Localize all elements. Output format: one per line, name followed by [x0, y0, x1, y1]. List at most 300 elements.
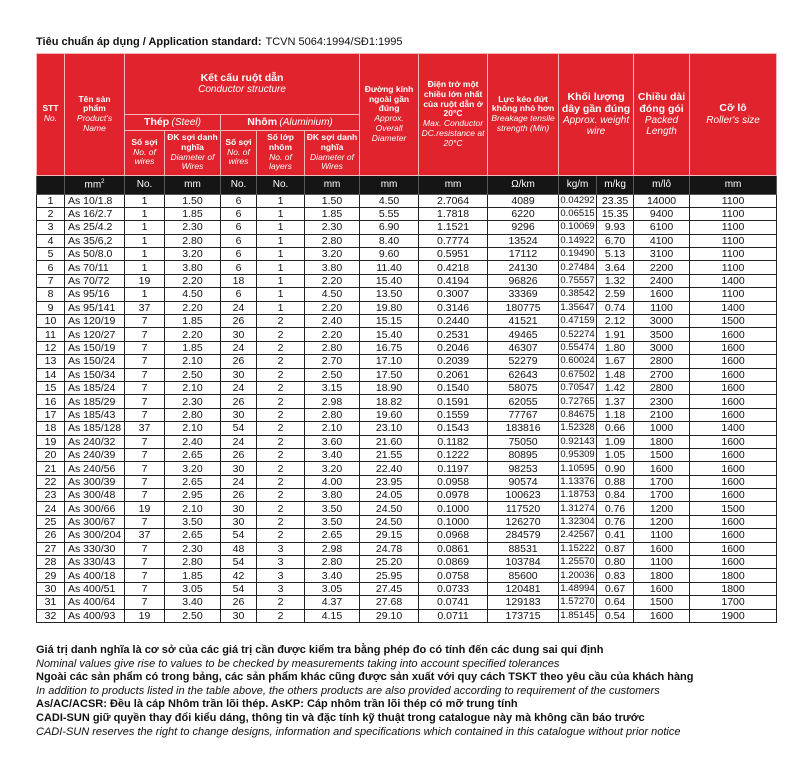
table-cell: 1.18753: [560, 489, 595, 501]
table-cell: 4.50: [305, 288, 360, 301]
table-cell: 2.80: [305, 556, 360, 569]
table-cell: 0.0758: [419, 569, 488, 582]
table-cell: 23: [37, 489, 65, 502]
table-cell: 0.75557: [560, 275, 595, 287]
table-cell: 6100: [634, 221, 690, 234]
table-cell: 1600: [690, 408, 777, 421]
table-cell: 24.05: [360, 489, 419, 502]
table-cell: 24: [221, 381, 257, 394]
table-cell: 0.7774: [419, 234, 488, 247]
table-row: [37, 288, 777, 301]
table-cell: 1.91: [597, 328, 634, 341]
table-cell: 2.95: [165, 489, 221, 502]
table-body: [37, 194, 777, 623]
table-cell: 8.40: [360, 234, 419, 247]
product-name-cell: As 25/4.2: [65, 221, 125, 234]
table-cell: 180775: [488, 301, 559, 314]
unit-cell: kg/m: [559, 175, 597, 194]
table-cell: 3100: [634, 248, 690, 261]
table-cell: 0.2531: [419, 328, 488, 341]
note-english: CADI-SUN reserves the right to change designs, information and specifications which contained in this catalogue without prior notice: [36, 725, 681, 738]
table-row: [37, 462, 777, 475]
table-cell: 3.50: [305, 515, 360, 528]
table-cell: 1100: [690, 221, 777, 234]
table-cell: 9.93: [597, 221, 634, 234]
table-cell: 1600: [690, 462, 777, 475]
table-cell: 0.88: [597, 475, 634, 488]
table-cell: 46307: [488, 341, 559, 354]
table-cell: 3.80: [165, 261, 221, 274]
table-cell: 2.80: [305, 234, 360, 247]
table-cell: 7: [125, 368, 165, 381]
table-cell: 4.50: [165, 288, 221, 301]
table-cell: 7: [125, 489, 165, 502]
table-cell: 2.20: [305, 328, 360, 341]
table-row: [37, 529, 777, 542]
product-name-cell: As 185/29: [65, 395, 125, 408]
table-cell: 4.15: [305, 609, 360, 622]
table-cell: 7: [37, 274, 65, 287]
table-cell: 54: [221, 529, 257, 542]
table-cell: 0.76: [597, 502, 634, 515]
table-cell: 126270: [488, 515, 559, 528]
table-cell: 2.80: [305, 408, 360, 421]
unit-cell: [37, 175, 65, 194]
header-aluminium: Nhôm (Aluminium): [221, 115, 360, 131]
table-cell: 1.85: [165, 207, 221, 220]
table-cell: 6: [221, 207, 257, 220]
table-cell: 1.85: [165, 569, 221, 582]
table-cell: 54: [221, 582, 257, 595]
table-cell: 2.98: [305, 395, 360, 408]
table-cell: 31: [37, 596, 65, 609]
table-row: [37, 556, 777, 569]
table-row: [37, 542, 777, 555]
header-overall-diameter: Đường kính ngoài gần đúng Approx. Overall Diameter: [360, 54, 419, 176]
table-cell: 1: [37, 194, 65, 207]
table-cell: 30: [221, 328, 257, 341]
note-vietnamese: Ngoài các sản phẩm có trong bảng, các sản phẩm khác cũng được sản xuất với quy cách TSKT theo yêu cầu của khách hàng: [36, 671, 694, 684]
table-cell: 3: [257, 569, 305, 582]
table-row: [37, 274, 777, 287]
table-cell: 52279: [488, 355, 559, 368]
table-cell: 0.2440: [419, 315, 488, 328]
table-cell: 1.50: [305, 194, 360, 207]
table-cell: 2.20: [305, 274, 360, 287]
table-cell: 2800: [634, 381, 690, 394]
table-cell: 3.20: [305, 248, 360, 261]
table-cell: 4.00: [305, 475, 360, 488]
table-cell: 1500: [690, 315, 777, 328]
header-dc-resistance: Điện trở một chiều lớn nhất của ruột dẫn ở 20°C Max. Conductor DC.resistance at 20°C: [419, 54, 488, 176]
table-cell: 2: [257, 489, 305, 502]
table-cell: 0.54: [597, 609, 634, 622]
table-cell: 0.1197: [419, 462, 488, 475]
table-cell: 3.40: [165, 596, 221, 609]
table-row: [37, 489, 777, 502]
table-cell: 2.42567: [560, 529, 595, 541]
table-cell: 21.60: [360, 435, 419, 448]
table-cell: 3.05: [305, 582, 360, 595]
table-cell: 2.10: [165, 381, 221, 394]
table-cell: 1600: [690, 515, 777, 528]
product-name-cell: As 330/43: [65, 556, 125, 569]
table-cell: 0.0711: [419, 609, 488, 622]
table-row: [37, 341, 777, 354]
unit-cell: mm: [165, 175, 221, 194]
table-cell: 183816: [488, 422, 559, 435]
table-cell: 30: [221, 515, 257, 528]
table-cell: 30: [221, 408, 257, 421]
table-cell: 1600: [634, 609, 690, 622]
table-cell: 6.70: [597, 234, 634, 247]
table-cell: 0.55474: [560, 341, 595, 353]
table-cell: 1: [125, 207, 165, 220]
table-cell: 1.09: [597, 435, 634, 448]
table-cell: 24: [221, 301, 257, 314]
table-row: [37, 315, 777, 328]
table-cell: 2: [257, 515, 305, 528]
table-cell: 2.10: [165, 422, 221, 435]
table-cell: 28: [37, 556, 65, 569]
table-cell: 7: [125, 569, 165, 582]
table-cell: 1.18: [597, 408, 634, 421]
table-cell: 4.50: [360, 194, 419, 207]
table-cell: 7: [125, 582, 165, 595]
table-cell: 2.20: [305, 301, 360, 314]
table-cell: 21.55: [360, 448, 419, 461]
table-cell: 0.38542: [560, 288, 595, 300]
table-cell: 6: [221, 234, 257, 247]
table-cell: 16.75: [360, 341, 419, 354]
table-cell: 3: [37, 221, 65, 234]
header-steel-wires: Số sợi No. of wires: [125, 130, 165, 175]
table-cell: 103784: [488, 556, 559, 569]
table-cell: 17: [37, 408, 65, 421]
table-row: [37, 596, 777, 609]
table-cell: 1: [257, 194, 305, 207]
table-cell: 2: [257, 355, 305, 368]
table-cell: 54: [221, 422, 257, 435]
table-cell: 26: [221, 489, 257, 502]
table-cell: 3000: [634, 315, 690, 328]
unit-cell: mm: [690, 175, 777, 194]
table-cell: 7: [125, 556, 165, 569]
product-name-cell: As 400/51: [65, 582, 125, 595]
table-cell: 2.30: [165, 542, 221, 555]
table-cell: 2.59: [597, 288, 634, 301]
table-cell: 15.15: [360, 315, 419, 328]
note-vietnamese: CADI-SUN giữ quyền thay đổi kiểu dáng, thông tin và đặc tính kỹ thuật trong catalogue này mà không cần báo trước: [36, 711, 645, 724]
unit-cell: No.: [257, 175, 305, 194]
table-cell: 2.50: [165, 609, 221, 622]
table-cell: 26: [221, 315, 257, 328]
table-row: [37, 395, 777, 408]
table-cell: 0.0733: [419, 582, 488, 595]
table-cell: 1500: [634, 596, 690, 609]
table-cell: 19.80: [360, 301, 419, 314]
table-cell: 29.10: [360, 609, 419, 622]
table-cell: 7: [125, 462, 165, 475]
unit-cell: Ω/km: [488, 175, 559, 194]
header-product-name: Tên sản phẩm Product's Name: [65, 54, 125, 176]
table-cell: 0.1559: [419, 408, 488, 421]
table-cell: 7: [125, 596, 165, 609]
product-name-cell: As 95/141: [65, 301, 125, 314]
table-row: [37, 261, 777, 274]
table-cell: 3.20: [165, 248, 221, 261]
table-cell: 27.45: [360, 582, 419, 595]
table-cell: 1: [125, 261, 165, 274]
header-steel: Thép (Steel): [125, 115, 221, 131]
table-cell: 11: [37, 328, 65, 341]
product-name-cell: As 70/11: [65, 261, 125, 274]
table-cell: 25.20: [360, 556, 419, 569]
table-cell: 1: [257, 248, 305, 261]
table-cell: 8: [37, 288, 65, 301]
table-cell: 2.30: [165, 395, 221, 408]
table-cell: 1.1521: [419, 221, 488, 234]
table-cell: 3.50: [165, 515, 221, 528]
table-cell: 1800: [690, 582, 777, 595]
table-cell: 0.80: [597, 556, 634, 569]
table-cell: 2: [257, 435, 305, 448]
table-cell: 98253: [488, 462, 559, 475]
table-cell: 3: [257, 556, 305, 569]
table-cell: 2.65: [165, 529, 221, 542]
table-cell: 1100: [690, 194, 777, 207]
table-row: [37, 475, 777, 488]
table-cell: 3.60: [305, 435, 360, 448]
product-name-cell: As 120/19: [65, 315, 125, 328]
table-cell: 1.80: [597, 341, 634, 354]
table-cell: 4.37: [305, 596, 360, 609]
table-cell: 1.50: [165, 194, 221, 207]
table-cell: 2: [257, 315, 305, 328]
table-cell: 5: [37, 248, 65, 261]
table-cell: 24.50: [360, 515, 419, 528]
table-cell: 2300: [634, 395, 690, 408]
product-name-cell: As 300/67: [65, 515, 125, 528]
table-cell: 3: [257, 542, 305, 555]
table-cell: 1700: [634, 475, 690, 488]
table-cell: 1: [125, 234, 165, 247]
product-name-cell: As 150/19: [65, 341, 125, 354]
table-cell: 24: [221, 475, 257, 488]
table-cell: 3.40: [305, 569, 360, 582]
table-cell: 0.14922: [560, 234, 595, 246]
table-cell: 2.10: [305, 422, 360, 435]
table-cell: 15.40: [360, 274, 419, 287]
table-cell: 1.15222: [560, 542, 595, 554]
table-cell: 24: [37, 502, 65, 515]
table-cell: 27.68: [360, 596, 419, 609]
table-cell: 30: [221, 462, 257, 475]
table-cell: 6: [37, 261, 65, 274]
table-row: [37, 194, 777, 207]
table-cell: 1200: [634, 502, 690, 515]
product-name-cell: As 16/2.7: [65, 207, 125, 220]
table-cell: 23.10: [360, 422, 419, 435]
unit-cell: No.: [221, 175, 257, 194]
table-cell: 1600: [690, 448, 777, 461]
table-cell: 2.10: [165, 355, 221, 368]
table-cell: 2: [257, 408, 305, 421]
table-cell: 23.95: [360, 475, 419, 488]
table-cell: 14: [37, 368, 65, 381]
table-cell: 0.84675: [560, 408, 595, 420]
table-cell: 22.40: [360, 462, 419, 475]
table-cell: 3000: [634, 341, 690, 354]
table-cell: 26: [221, 596, 257, 609]
table-cell: 20: [37, 448, 65, 461]
table-cell: 2: [257, 529, 305, 542]
table-cell: 0.10069: [560, 221, 595, 233]
table-cell: 1.31274: [560, 502, 595, 514]
table-cell: 1100: [634, 529, 690, 542]
table-cell: 6: [221, 261, 257, 274]
table-cell: 0.1540: [419, 381, 488, 394]
table-cell: 2.65: [305, 529, 360, 542]
table-cell: 1600: [690, 328, 777, 341]
table-cell: 1500: [634, 448, 690, 461]
table-cell: 0.1591: [419, 395, 488, 408]
table-cell: 1600: [690, 341, 777, 354]
table-cell: 6: [221, 248, 257, 261]
table-cell: 2.20: [165, 274, 221, 287]
table-cell: 2: [257, 448, 305, 461]
table-cell: 1600: [690, 368, 777, 381]
table-cell: 0.74: [597, 301, 634, 314]
table-row: [37, 207, 777, 220]
table-row: [37, 301, 777, 314]
table-cell: 48: [221, 542, 257, 555]
table-cell: 117520: [488, 502, 559, 515]
table-cell: 29.15: [360, 529, 419, 542]
table-cell: 6: [221, 288, 257, 301]
table-cell: 0.67502: [560, 368, 595, 380]
product-name-cell: As 150/24: [65, 355, 125, 368]
table-cell: 5.55: [360, 207, 419, 220]
table-cell: 30: [221, 368, 257, 381]
table-cell: 9296: [488, 221, 559, 234]
table-cell: 2.30: [165, 221, 221, 234]
table-cell: 30: [37, 582, 65, 595]
product-name-cell: As 185/128: [65, 422, 125, 435]
table-row: [37, 234, 777, 247]
table-cell: 2.80: [165, 408, 221, 421]
product-name-cell: As 300/204: [65, 529, 125, 542]
table-cell: 2: [257, 395, 305, 408]
table-cell: 1600: [634, 288, 690, 301]
table-cell: 1.67: [597, 355, 634, 368]
table-cell: 1500: [690, 502, 777, 515]
table-cell: 7: [125, 475, 165, 488]
table-cell: 62055: [488, 395, 559, 408]
table-cell: 7: [125, 395, 165, 408]
table-cell: 120481: [488, 582, 559, 595]
table-cell: 2.50: [165, 368, 221, 381]
table-cell: 2.10: [165, 502, 221, 515]
table-cell: 1: [125, 288, 165, 301]
table-cell: 2: [257, 341, 305, 354]
table-cell: 19.60: [360, 408, 419, 421]
table-cell: 3.40: [305, 448, 360, 461]
table-cell: 1800: [690, 569, 777, 582]
table-cell: 2.65: [165, 475, 221, 488]
note-vietnamese: Giá trị danh nghĩa là cơ sở của các giá trị cần được kiểm tra bằng phép đo có tính đến các dung sai qui định: [36, 644, 604, 656]
table-cell: 2: [257, 609, 305, 622]
header-alu-diameter: ĐK sợi danh nghĩa Diameter of Wires: [305, 130, 360, 175]
table-cell: 7: [125, 341, 165, 354]
standard-label: Tiêu chuẩn áp dụng / Application standard:: [36, 36, 262, 48]
standard-value: TCVN 5064:1994/SĐ1:1995: [265, 36, 403, 48]
table-cell: 1: [125, 248, 165, 261]
table-row: [37, 609, 777, 622]
table-row: [37, 502, 777, 515]
table-cell: 3: [257, 582, 305, 595]
unit-cell: mm: [360, 175, 419, 194]
table-cell: 0.66: [597, 422, 634, 435]
table-cell: 1: [257, 207, 305, 220]
table-cell: 88531: [488, 542, 559, 555]
table-cell: 1: [257, 261, 305, 274]
table-cell: 13524: [488, 234, 559, 247]
unit-cell: $mm^2$: [65, 175, 125, 194]
table-row: [37, 328, 777, 341]
product-name-cell: As 95/16: [65, 288, 125, 301]
table-cell: 15: [37, 381, 65, 394]
table-cell: 0.64: [597, 596, 634, 609]
unit-cell: No.: [125, 175, 165, 194]
table-cell: 9400: [634, 207, 690, 220]
table-cell: 0.1543: [419, 422, 488, 435]
table-cell: 0.83: [597, 569, 634, 582]
table-cell: 1400: [690, 274, 777, 287]
table-cell: 16: [37, 395, 65, 408]
product-name-cell: As 240/39: [65, 448, 125, 461]
table-cell: 19: [125, 502, 165, 515]
table-cell: 1.48: [597, 368, 634, 381]
table-cell: 23.35: [597, 194, 634, 207]
table-cell: 2.98: [305, 542, 360, 555]
table-cell: 1600: [690, 381, 777, 394]
table-cell: 3.05: [165, 582, 221, 595]
table-cell: 24.78: [360, 542, 419, 555]
table-cell: 1400: [690, 301, 777, 314]
table-cell: 58075: [488, 381, 559, 394]
table-cell: 6.90: [360, 221, 419, 234]
table-cell: 30: [221, 502, 257, 515]
table-cell: 18: [37, 422, 65, 435]
table-row: [37, 515, 777, 528]
table-cell: 0.4194: [419, 274, 488, 287]
table-cell: 2.30: [305, 221, 360, 234]
table-cell: 1.37: [597, 395, 634, 408]
table-cell: 1600: [634, 542, 690, 555]
table-cell: 7: [125, 435, 165, 448]
table-cell: 26: [221, 448, 257, 461]
table-cell: 1600: [690, 395, 777, 408]
table-cell: 4: [37, 234, 65, 247]
specification-table: [36, 53, 777, 623]
table-cell: 1700: [690, 596, 777, 609]
table-cell: 7: [125, 355, 165, 368]
table-cell: 0.90: [597, 462, 634, 475]
product-name-cell: As 330/30: [65, 542, 125, 555]
application-standard: [36, 36, 403, 48]
table-cell: 1600: [634, 462, 690, 475]
